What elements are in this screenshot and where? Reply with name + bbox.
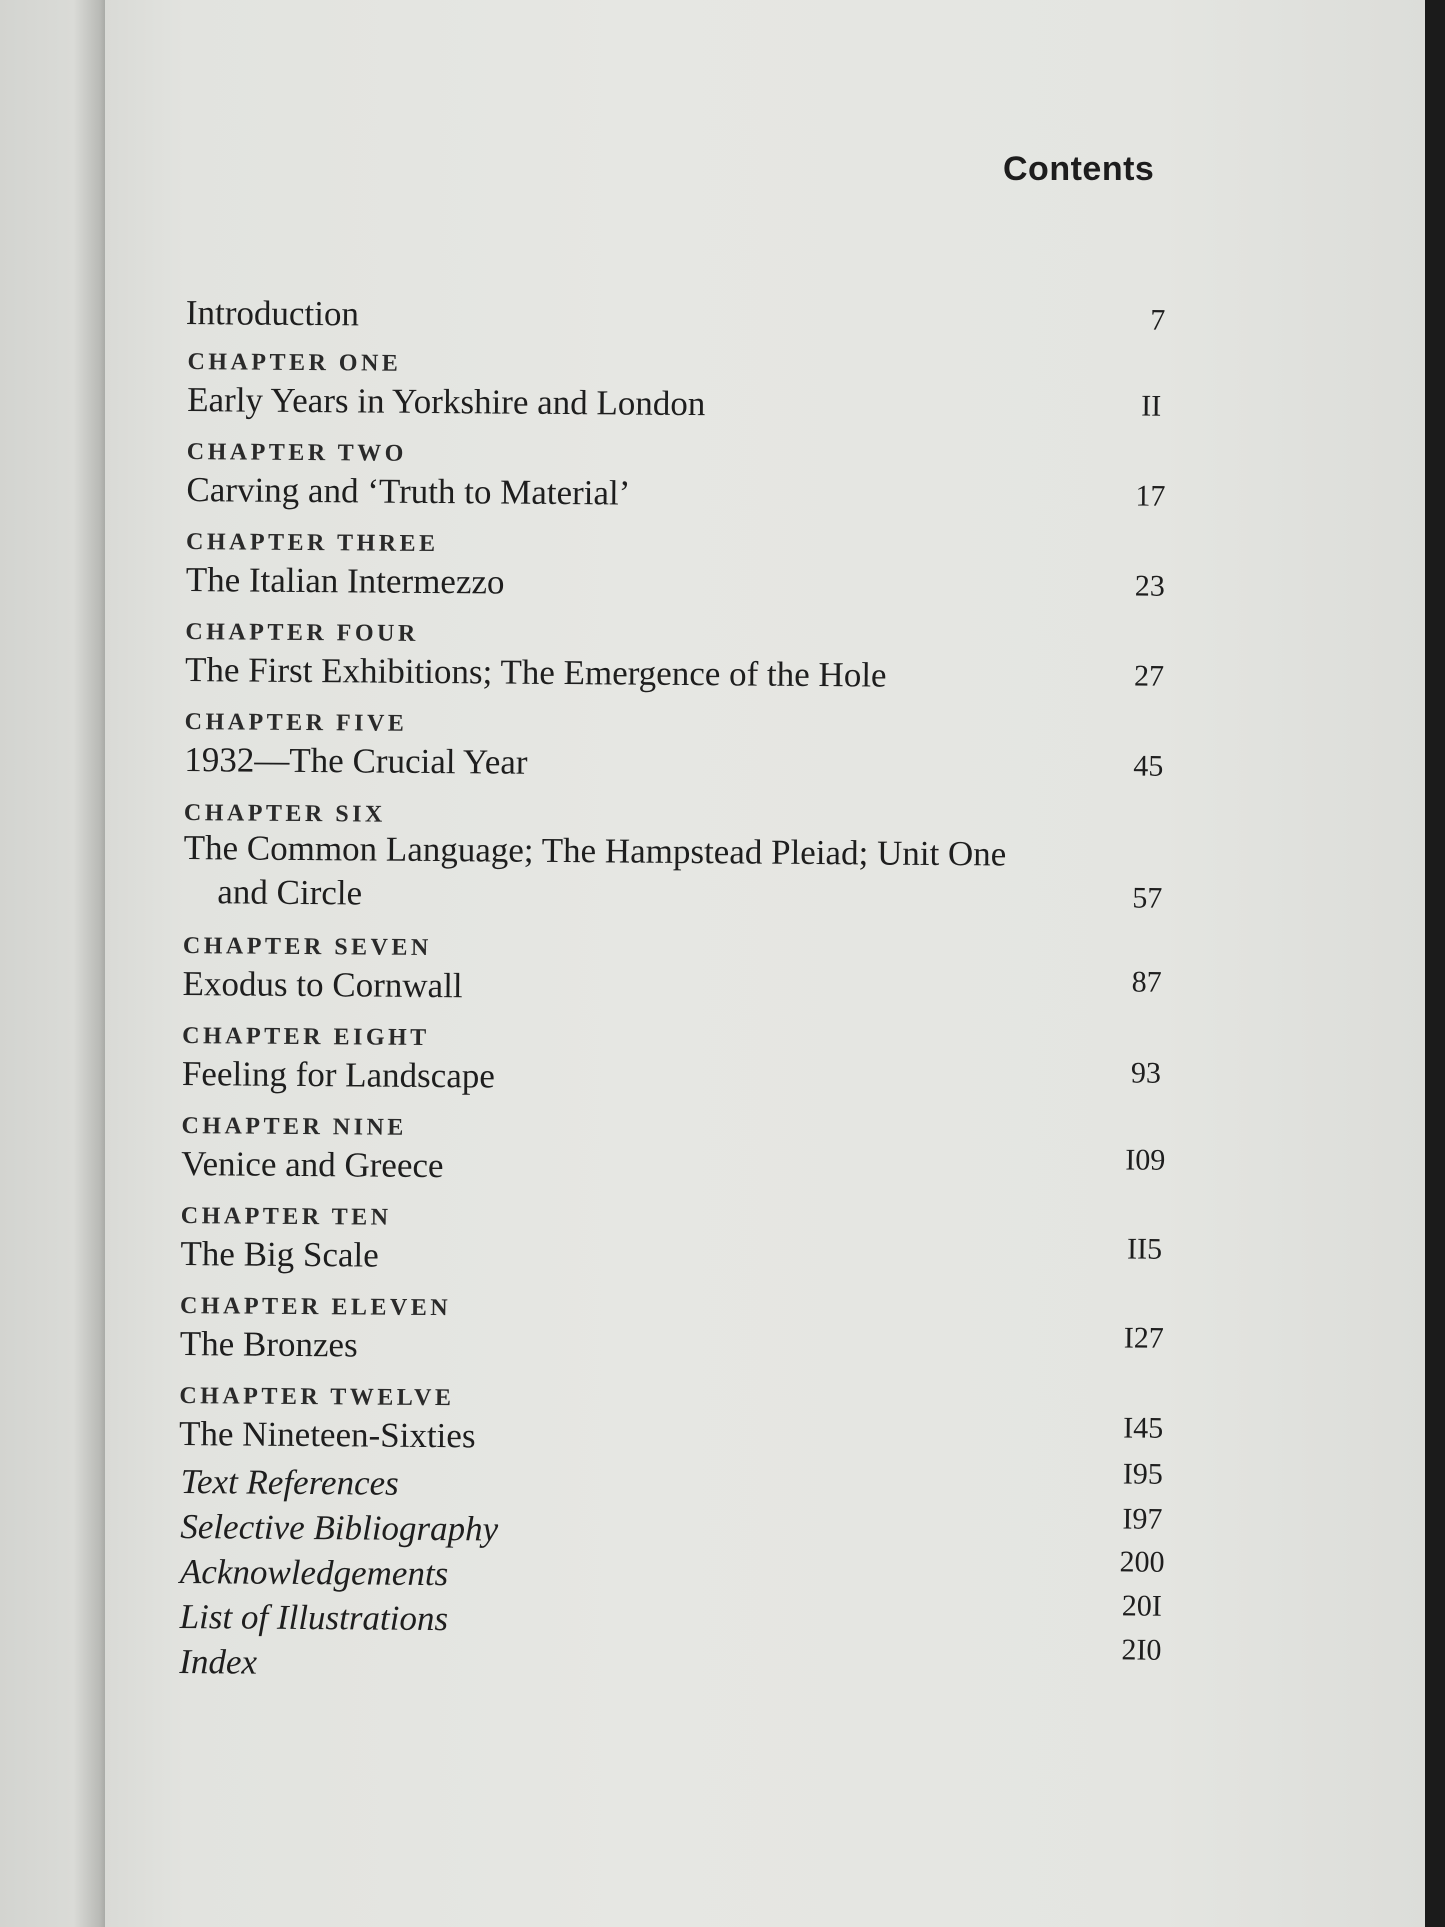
chapter-title: Venice and Greece [181, 1144, 444, 1186]
chapter-label: CHAPTER THREE [185, 529, 439, 558]
chapter-title: Exodus to Cornwall [182, 964, 463, 1006]
page-number: 87 [1131, 965, 1162, 999]
page-number: 200 [1119, 1545, 1165, 1579]
page-number: I95 [1122, 1457, 1163, 1491]
entry-title: Introduction [185, 293, 360, 334]
page-number: 45 [1133, 749, 1164, 783]
back-matter-title: Acknowledgements [179, 1552, 449, 1594]
chapter-title: The First Exhibitions; The Emergence of the Hole [184, 650, 887, 695]
page-number: 7 [1150, 303, 1166, 337]
page-number: I09 [1125, 1143, 1166, 1177]
chapter-title: The Big Scale [180, 1234, 379, 1275]
chapter-label: CHAPTER TWELVE [179, 1383, 455, 1412]
chapter-label: CHAPTER SIX [183, 800, 386, 828]
page-number: 20I [1121, 1589, 1162, 1623]
page-number: II [1141, 389, 1162, 423]
chapter-title: The Bronzes [179, 1324, 358, 1365]
page-number: II5 [1126, 1232, 1163, 1266]
page-number: 57 [1132, 881, 1163, 915]
back-matter-title: List of Illustrations [179, 1597, 449, 1639]
back-matter-title: Text References [180, 1462, 399, 1503]
chapter-label: CHAPTER ELEVEN [179, 1293, 452, 1322]
chapter-label: CHAPTER FIVE [184, 709, 408, 737]
chapter-label: CHAPTER NINE [181, 1113, 407, 1141]
contents-heading: Contents [1003, 150, 1155, 188]
back-matter-title: Index [179, 1642, 258, 1682]
chapter-title-continuation: and Circle [217, 872, 363, 913]
chapter-title: Feeling for Landscape [181, 1054, 496, 1096]
page-number: 17 [1135, 479, 1166, 513]
page-number: I45 [1123, 1411, 1164, 1445]
chapter-title [183, 826, 1114, 921]
back-matter-title: Selective Bibliography [180, 1507, 499, 1549]
chapter-label: CHAPTER EIGHT [182, 1023, 430, 1051]
chapter-title: The Italian Intermezzo [185, 560, 505, 602]
chapter-title: The Nineteen-Sixties [178, 1414, 476, 1456]
chapter-title-line: The Common Language; The Hampstead Pleiad; Unit One [183, 828, 1007, 874]
page-number: I97 [1122, 1502, 1163, 1536]
chapter-label: CHAPTER SEVEN [182, 933, 432, 961]
chapter-label: CHAPTER TWO [186, 439, 407, 467]
chapter-label: CHAPTER ONE [187, 349, 402, 377]
chapter-label: CHAPTER TEN [180, 1203, 392, 1231]
chapter-title: Early Years in Yorkshire and London [187, 380, 706, 424]
chapter-label: CHAPTER FOUR [185, 619, 419, 647]
page-number: 2I0 [1121, 1633, 1162, 1667]
page-number: I27 [1123, 1321, 1165, 1355]
chapter-title: Carving and ‘Truth to Material’ [186, 470, 631, 513]
page-number: 27 [1133, 659, 1165, 693]
page-number: 93 [1130, 1056, 1162, 1090]
page-number: 23 [1134, 569, 1165, 603]
chapter-title: 1932—The Crucial Year [184, 740, 528, 782]
